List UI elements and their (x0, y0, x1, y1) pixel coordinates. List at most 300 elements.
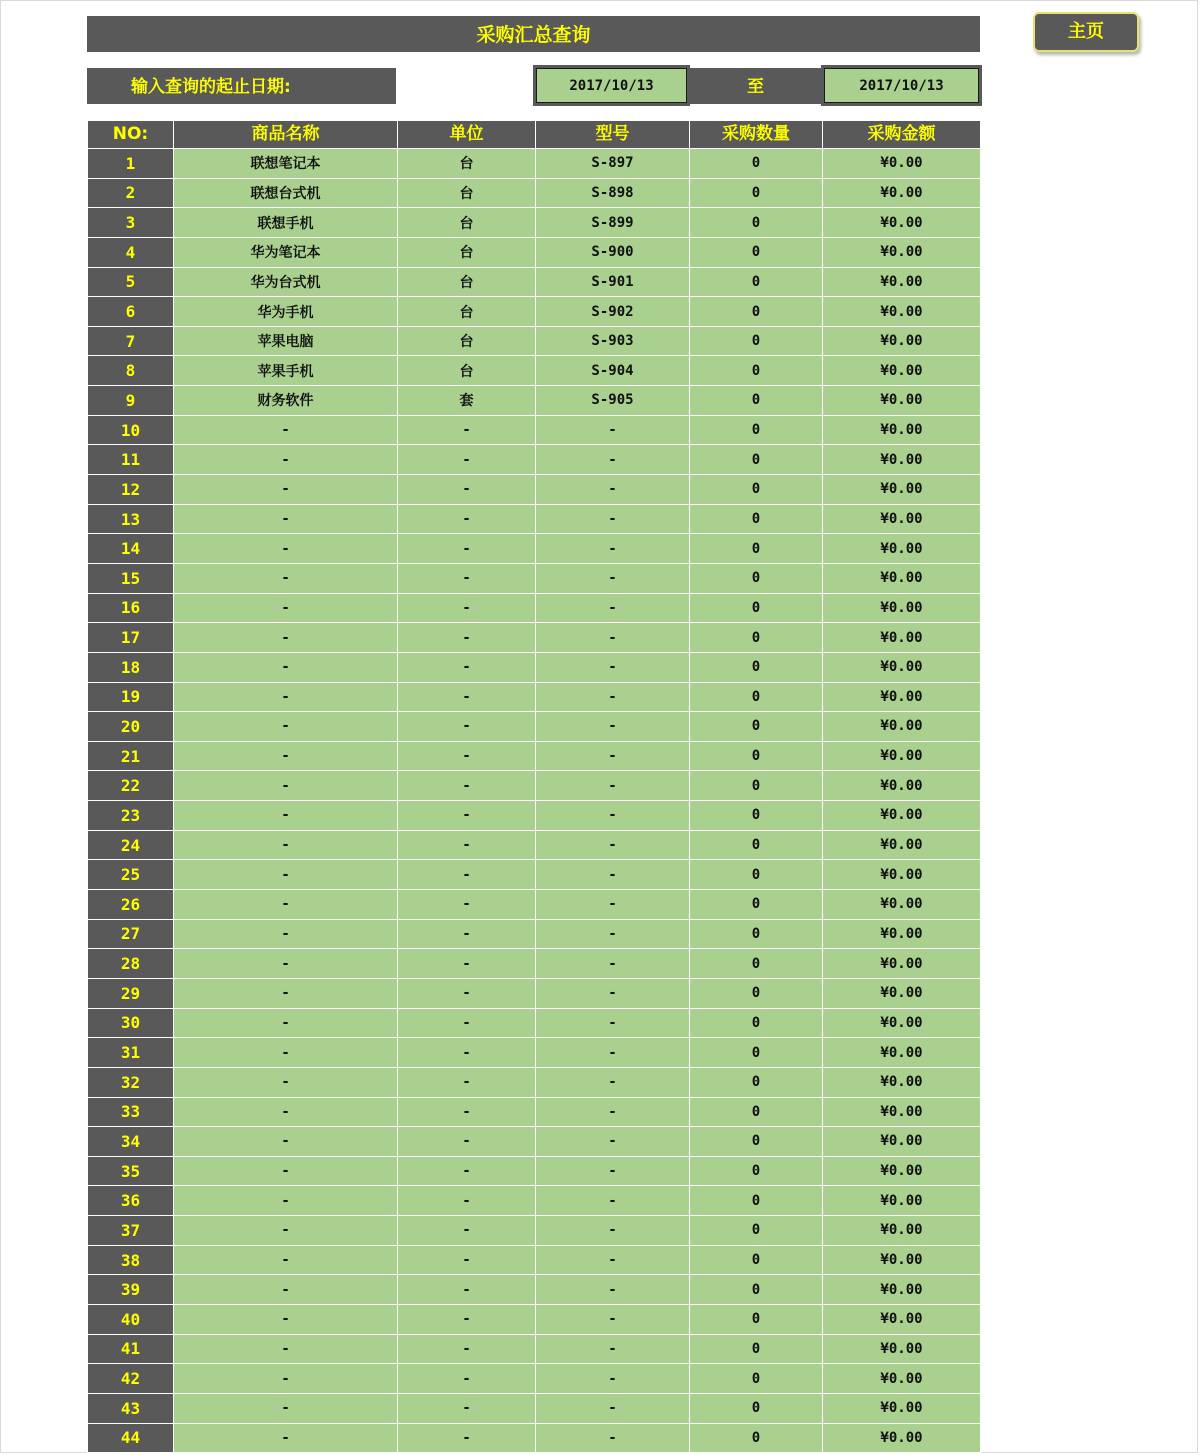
cell-quantity[interactable]: 0 (690, 475, 823, 505)
cell-amount[interactable]: ¥0.00 (823, 504, 981, 534)
date-range-prompt: 输入查询的起止日期: (87, 68, 396, 104)
cell-unit[interactable]: - (398, 1334, 536, 1364)
cell-product-name[interactable]: - (174, 593, 398, 623)
cell-model[interactable]: - (536, 475, 690, 505)
cell-unit[interactable]: - (398, 1423, 536, 1453)
cell-product-name[interactable]: 华为笔记本 (174, 237, 398, 267)
row-number[interactable]: 22 (88, 771, 174, 801)
cell-model[interactable]: - (536, 1097, 690, 1127)
cell-unit[interactable]: - (398, 1067, 536, 1097)
cell-quantity[interactable]: 0 (690, 534, 823, 564)
table-row (88, 1067, 981, 1097)
cell-unit[interactable]: - (398, 445, 536, 475)
cell-model[interactable]: - (536, 949, 690, 979)
cell-product-name[interactable]: - (174, 1364, 398, 1394)
cell-amount[interactable]: ¥0.00 (823, 890, 981, 920)
cell-unit[interactable]: 台 (398, 297, 536, 327)
cell-model[interactable]: - (536, 623, 690, 653)
cell-quantity[interactable]: 0 (690, 208, 823, 238)
table-row (88, 712, 981, 742)
row-number[interactable]: 43 (88, 1393, 174, 1423)
row-number[interactable]: 37 (88, 1216, 174, 1246)
cell-model[interactable]: - (536, 1127, 690, 1157)
cell-quantity[interactable]: 0 (690, 386, 823, 416)
cell-model[interactable]: - (536, 860, 690, 890)
cell-amount[interactable]: ¥0.00 (823, 593, 981, 623)
cell-unit[interactable]: 套 (398, 386, 536, 416)
cell-amount[interactable]: ¥0.00 (823, 1067, 981, 1097)
table-row (88, 830, 981, 860)
cell-model[interactable]: - (536, 919, 690, 949)
cell-model[interactable]: - (536, 1186, 690, 1216)
cell-product-name[interactable]: - (174, 475, 398, 505)
row-number[interactable]: 41 (88, 1334, 174, 1364)
cell-unit[interactable]: 台 (398, 237, 536, 267)
table-row (88, 1156, 981, 1186)
cell-model[interactable]: - (536, 1038, 690, 1068)
cell-product-name[interactable]: - (174, 1008, 398, 1038)
row-number[interactable]: 39 (88, 1275, 174, 1305)
cell-unit[interactable]: - (398, 1156, 536, 1186)
end-date-input[interactable] (824, 68, 979, 103)
cell-model[interactable]: - (536, 741, 690, 771)
cell-quantity[interactable]: 0 (690, 1008, 823, 1038)
cell-unit[interactable]: - (398, 1304, 536, 1334)
table-row (88, 475, 981, 505)
cell-amount[interactable]: ¥0.00 (823, 563, 981, 593)
row-number[interactable]: 23 (88, 801, 174, 831)
cell-product-name[interactable]: - (174, 801, 398, 831)
cell-amount[interactable]: ¥0.00 (823, 1186, 981, 1216)
cell-quantity[interactable]: 0 (690, 1186, 823, 1216)
row-number[interactable]: 25 (88, 860, 174, 890)
cell-quantity[interactable]: 0 (690, 1423, 823, 1453)
cell-model[interactable]: S-905 (536, 386, 690, 416)
cell-product-name[interactable]: - (174, 1067, 398, 1097)
cell-product-name[interactable]: - (174, 415, 398, 445)
cell-amount[interactable]: ¥0.00 (823, 712, 981, 742)
row-number[interactable]: 12 (88, 475, 174, 505)
cell-unit[interactable]: - (398, 1038, 536, 1068)
row-number[interactable]: 34 (88, 1127, 174, 1157)
cell-amount[interactable]: ¥0.00 (823, 682, 981, 712)
cell-unit[interactable]: - (398, 801, 536, 831)
col-header-amount: 采购金额 (823, 121, 981, 149)
table-row (88, 534, 981, 564)
cell-unit[interactable]: 台 (398, 208, 536, 238)
cell-product-name[interactable]: - (174, 830, 398, 860)
cell-product-name[interactable]: 联想手机 (174, 208, 398, 238)
cell-unit[interactable]: - (398, 1127, 536, 1157)
row-number[interactable]: 27 (88, 919, 174, 949)
cell-unit[interactable]: - (398, 1393, 536, 1423)
cell-quantity[interactable]: 0 (690, 1156, 823, 1186)
cell-quantity[interactable]: 0 (690, 1245, 823, 1275)
cell-model[interactable]: - (536, 830, 690, 860)
cell-model[interactable]: - (536, 504, 690, 534)
cell-unit[interactable]: - (398, 475, 536, 505)
cell-model[interactable]: - (536, 593, 690, 623)
row-number[interactable]: 17 (88, 623, 174, 653)
cell-model[interactable]: S-901 (536, 267, 690, 297)
cell-quantity[interactable]: 0 (690, 890, 823, 920)
cell-model[interactable]: - (536, 1364, 690, 1394)
cell-amount[interactable]: ¥0.00 (823, 741, 981, 771)
table-row (88, 1127, 981, 1157)
cell-amount[interactable]: ¥0.00 (823, 1304, 981, 1334)
table-row (88, 682, 981, 712)
cell-amount[interactable]: ¥0.00 (823, 1275, 981, 1305)
cell-quantity[interactable]: 0 (690, 326, 823, 356)
cell-amount[interactable]: ¥0.00 (823, 1334, 981, 1364)
cell-quantity[interactable]: 0 (690, 949, 823, 979)
cell-model[interactable]: - (536, 1156, 690, 1186)
cell-model[interactable]: S-900 (536, 237, 690, 267)
cell-product-name[interactable]: 苹果电脑 (174, 326, 398, 356)
cell-product-name[interactable]: - (174, 1334, 398, 1364)
table-row (88, 504, 981, 534)
cell-product-name[interactable]: - (174, 682, 398, 712)
cell-amount[interactable]: ¥0.00 (823, 1393, 981, 1423)
cell-model[interactable]: - (536, 534, 690, 564)
cell-quantity[interactable]: 0 (690, 712, 823, 742)
cell-amount[interactable]: ¥0.00 (823, 801, 981, 831)
cell-unit[interactable]: - (398, 890, 536, 920)
cell-quantity[interactable]: 0 (690, 978, 823, 1008)
row-number[interactable]: 38 (88, 1245, 174, 1275)
cell-model[interactable]: S-903 (536, 326, 690, 356)
cell-product-name[interactable]: - (174, 1304, 398, 1334)
cell-amount[interactable]: ¥0.00 (823, 623, 981, 653)
cell-product-name[interactable]: 苹果手机 (174, 356, 398, 386)
cell-product-name[interactable]: - (174, 860, 398, 890)
cell-model[interactable]: - (536, 1393, 690, 1423)
table-row (88, 978, 981, 1008)
row-number[interactable]: 35 (88, 1156, 174, 1186)
cell-unit[interactable]: - (398, 1216, 536, 1246)
cell-model[interactable]: S-899 (536, 208, 690, 238)
cell-unit[interactable]: - (398, 1275, 536, 1305)
cell-quantity[interactable]: 0 (690, 1097, 823, 1127)
cell-model[interactable]: - (536, 445, 690, 475)
cell-amount[interactable]: ¥0.00 (823, 1097, 981, 1127)
cell-amount[interactable]: ¥0.00 (823, 860, 981, 890)
row-number[interactable]: 15 (88, 563, 174, 593)
row-number[interactable]: 28 (88, 949, 174, 979)
row-number[interactable]: 1 (88, 149, 174, 179)
cell-unit[interactable]: 台 (398, 326, 536, 356)
cell-model[interactable]: - (536, 1304, 690, 1334)
cell-amount[interactable]: ¥0.00 (823, 1156, 981, 1186)
cell-model[interactable]: - (536, 890, 690, 920)
cell-quantity[interactable]: 0 (690, 237, 823, 267)
cell-product-name[interactable]: - (174, 712, 398, 742)
cell-quantity[interactable]: 0 (690, 652, 823, 682)
cell-product-name[interactable]: - (174, 1097, 398, 1127)
cell-product-name[interactable]: 财务软件 (174, 386, 398, 416)
table-row (88, 356, 981, 386)
table-row (88, 1216, 981, 1246)
table-row (88, 297, 981, 327)
cell-quantity[interactable]: 0 (690, 593, 823, 623)
row-number[interactable]: 16 (88, 593, 174, 623)
cell-product-name[interactable]: - (174, 949, 398, 979)
cell-unit[interactable]: - (398, 771, 536, 801)
cell-amount[interactable]: ¥0.00 (823, 919, 981, 949)
cell-quantity[interactable]: 0 (690, 297, 823, 327)
cell-unit[interactable]: - (398, 623, 536, 653)
cell-product-name[interactable]: - (174, 445, 398, 475)
cell-model[interactable]: - (536, 1334, 690, 1364)
cell-unit[interactable]: - (398, 504, 536, 534)
cell-product-name[interactable]: - (174, 652, 398, 682)
cell-product-name[interactable]: - (174, 1275, 398, 1305)
cell-product-name[interactable]: - (174, 1245, 398, 1275)
cell-product-name[interactable]: - (174, 1423, 398, 1453)
cell-amount[interactable]: ¥0.00 (823, 237, 981, 267)
cell-amount[interactable]: ¥0.00 (823, 652, 981, 682)
row-number[interactable]: 20 (88, 712, 174, 742)
row-number[interactable]: 44 (88, 1423, 174, 1453)
cell-unit[interactable]: - (398, 860, 536, 890)
cell-product-name[interactable]: - (174, 978, 398, 1008)
cell-amount[interactable]: ¥0.00 (823, 208, 981, 238)
cell-amount[interactable]: ¥0.00 (823, 326, 981, 356)
cell-amount[interactable]: ¥0.00 (823, 1245, 981, 1275)
cell-product-name[interactable]: 华为台式机 (174, 267, 398, 297)
row-number[interactable]: 30 (88, 1008, 174, 1038)
table-row (88, 1038, 981, 1068)
row-number[interactable]: 19 (88, 682, 174, 712)
cell-amount[interactable]: ¥0.00 (823, 830, 981, 860)
cell-model[interactable]: S-902 (536, 297, 690, 327)
cell-unit[interactable]: - (398, 1186, 536, 1216)
row-number[interactable]: 6 (88, 297, 174, 327)
cell-product-name[interactable]: - (174, 890, 398, 920)
cell-product-name[interactable]: - (174, 919, 398, 949)
cell-product-name[interactable]: - (174, 1127, 398, 1157)
cell-quantity[interactable]: 0 (690, 801, 823, 831)
row-number[interactable]: 3 (88, 208, 174, 238)
table-row (88, 1304, 981, 1334)
cell-unit[interactable]: - (398, 978, 536, 1008)
row-number[interactable]: 29 (88, 978, 174, 1008)
cell-amount[interactable]: ¥0.00 (823, 386, 981, 416)
cell-quantity[interactable]: 0 (690, 741, 823, 771)
table-row (88, 415, 981, 445)
cell-amount[interactable]: ¥0.00 (823, 445, 981, 475)
cell-unit[interactable]: - (398, 563, 536, 593)
cell-model[interactable]: - (536, 1216, 690, 1246)
row-number[interactable]: 18 (88, 652, 174, 682)
cell-amount[interactable]: ¥0.00 (823, 1364, 981, 1394)
cell-product-name[interactable]: - (174, 563, 398, 593)
cell-quantity[interactable]: 0 (690, 267, 823, 297)
cell-quantity[interactable]: 0 (690, 830, 823, 860)
row-number[interactable]: 9 (88, 386, 174, 416)
cell-quantity[interactable]: 0 (690, 1334, 823, 1364)
cell-amount[interactable]: ¥0.00 (823, 1216, 981, 1246)
cell-product-name[interactable]: - (174, 1216, 398, 1246)
row-number[interactable]: 40 (88, 1304, 174, 1334)
cell-quantity[interactable]: 0 (690, 1038, 823, 1068)
cell-amount[interactable]: ¥0.00 (823, 978, 981, 1008)
cell-product-name[interactable]: - (174, 741, 398, 771)
cell-model[interactable]: - (536, 652, 690, 682)
cell-model[interactable]: - (536, 563, 690, 593)
table-row (88, 445, 981, 475)
cell-unit[interactable]: - (398, 1364, 536, 1394)
cell-unit[interactable]: - (398, 741, 536, 771)
cell-unit[interactable]: - (398, 949, 536, 979)
cell-quantity[interactable]: 0 (690, 1216, 823, 1246)
cell-amount[interactable]: ¥0.00 (823, 771, 981, 801)
cell-amount[interactable]: ¥0.00 (823, 949, 981, 979)
cell-unit[interactable]: - (398, 1097, 536, 1127)
cell-unit[interactable]: - (398, 830, 536, 860)
table-row (88, 563, 981, 593)
cell-unit[interactable]: - (398, 652, 536, 682)
cell-unit[interactable]: - (398, 1008, 536, 1038)
row-number[interactable]: 4 (88, 237, 174, 267)
row-number[interactable]: 5 (88, 267, 174, 297)
table-row (88, 386, 981, 416)
row-number[interactable]: 32 (88, 1067, 174, 1097)
row-number[interactable]: 13 (88, 504, 174, 534)
end-date-cell (821, 65, 982, 106)
cell-quantity[interactable]: 0 (690, 1364, 823, 1394)
cell-model[interactable]: - (536, 682, 690, 712)
cell-unit[interactable]: - (398, 415, 536, 445)
cell-quantity[interactable]: 0 (690, 415, 823, 445)
cell-model[interactable]: - (536, 1423, 690, 1453)
cell-amount[interactable]: ¥0.00 (823, 267, 981, 297)
cell-unit[interactable]: - (398, 682, 536, 712)
cell-unit[interactable]: 台 (398, 178, 536, 208)
row-number[interactable]: 7 (88, 326, 174, 356)
cell-unit[interactable]: - (398, 593, 536, 623)
table-row (88, 208, 981, 238)
row-number[interactable]: 26 (88, 890, 174, 920)
cell-quantity[interactable]: 0 (690, 445, 823, 475)
cell-amount[interactable]: ¥0.00 (823, 534, 981, 564)
table-row (88, 771, 981, 801)
cell-amount[interactable]: ¥0.00 (823, 1008, 981, 1038)
cell-quantity[interactable]: 0 (690, 563, 823, 593)
row-number[interactable]: 42 (88, 1364, 174, 1394)
cell-quantity[interactable]: 0 (690, 504, 823, 534)
table-row (88, 1423, 981, 1453)
cell-amount[interactable]: ¥0.00 (823, 415, 981, 445)
cell-amount[interactable]: ¥0.00 (823, 149, 981, 179)
cell-model[interactable]: - (536, 771, 690, 801)
cell-model[interactable]: S-898 (536, 178, 690, 208)
cell-amount[interactable]: ¥0.00 (823, 297, 981, 327)
page-title: 采购汇总查询 (87, 16, 980, 52)
cell-quantity[interactable]: 0 (690, 1393, 823, 1423)
cell-quantity[interactable]: 0 (690, 178, 823, 208)
cell-quantity[interactable]: 0 (690, 149, 823, 179)
table-row (88, 326, 981, 356)
cell-model[interactable]: - (536, 712, 690, 742)
start-date-input[interactable] (536, 68, 687, 103)
row-number[interactable]: 24 (88, 830, 174, 860)
cell-unit[interactable]: - (398, 534, 536, 564)
cell-quantity[interactable]: 0 (690, 919, 823, 949)
cell-product-name[interactable]: - (174, 623, 398, 653)
cell-quantity[interactable]: 0 (690, 1067, 823, 1097)
row-number[interactable]: 2 (88, 178, 174, 208)
cell-product-name[interactable]: - (174, 771, 398, 801)
cell-amount[interactable]: ¥0.00 (823, 475, 981, 505)
cell-model[interactable]: - (536, 978, 690, 1008)
cell-unit[interactable]: - (398, 712, 536, 742)
cell-quantity[interactable]: 0 (690, 771, 823, 801)
cell-amount[interactable]: ¥0.00 (823, 1423, 981, 1453)
cell-quantity[interactable]: 0 (690, 356, 823, 386)
cell-model[interactable]: S-897 (536, 149, 690, 179)
cell-model[interactable]: - (536, 1008, 690, 1038)
cell-product-name[interactable]: - (174, 1186, 398, 1216)
row-number[interactable]: 33 (88, 1097, 174, 1127)
table-row (88, 741, 981, 771)
cell-quantity[interactable]: 0 (690, 682, 823, 712)
cell-model[interactable]: S-904 (536, 356, 690, 386)
row-number[interactable]: 36 (88, 1186, 174, 1216)
cell-amount[interactable]: ¥0.00 (823, 1038, 981, 1068)
cell-unit[interactable]: 台 (398, 356, 536, 386)
table-row (88, 1186, 981, 1216)
row-number[interactable]: 8 (88, 356, 174, 386)
cell-quantity[interactable]: 0 (690, 860, 823, 890)
home-button[interactable]: 主页 (1033, 12, 1139, 52)
cell-unit[interactable]: 台 (398, 267, 536, 297)
cell-amount[interactable]: ¥0.00 (823, 1127, 981, 1157)
cell-product-name[interactable]: 华为手机 (174, 297, 398, 327)
cell-quantity[interactable]: 0 (690, 1304, 823, 1334)
row-number[interactable]: 11 (88, 445, 174, 475)
cell-model[interactable]: - (536, 1245, 690, 1275)
cell-quantity[interactable]: 0 (690, 1275, 823, 1305)
cell-unit[interactable]: - (398, 919, 536, 949)
table-row (88, 919, 981, 949)
cell-unit[interactable]: - (398, 1245, 536, 1275)
cell-product-name[interactable]: - (174, 534, 398, 564)
col-header-model: 型号 (536, 121, 690, 149)
col-header-no: NO: (88, 121, 174, 149)
cell-amount[interactable]: ¥0.00 (823, 356, 981, 386)
cell-model[interactable]: - (536, 801, 690, 831)
cell-model[interactable]: - (536, 1067, 690, 1097)
table-row (88, 1393, 981, 1423)
cell-unit[interactable]: 台 (398, 149, 536, 179)
row-number[interactable]: 31 (88, 1038, 174, 1068)
cell-amount[interactable]: ¥0.00 (823, 178, 981, 208)
row-number[interactable]: 14 (88, 534, 174, 564)
cell-product-name[interactable]: 联想台式机 (174, 178, 398, 208)
cell-product-name[interactable]: - (174, 1156, 398, 1186)
row-number[interactable]: 21 (88, 741, 174, 771)
cell-product-name[interactable]: - (174, 1393, 398, 1423)
cell-product-name[interactable]: 联想笔记本 (174, 149, 398, 179)
cell-quantity[interactable]: 0 (690, 623, 823, 653)
row-number[interactable]: 10 (88, 415, 174, 445)
cell-model[interactable]: - (536, 1275, 690, 1305)
cell-quantity[interactable]: 0 (690, 1127, 823, 1157)
cell-product-name[interactable]: - (174, 1038, 398, 1068)
cell-model[interactable]: - (536, 415, 690, 445)
cell-product-name[interactable]: - (174, 504, 398, 534)
